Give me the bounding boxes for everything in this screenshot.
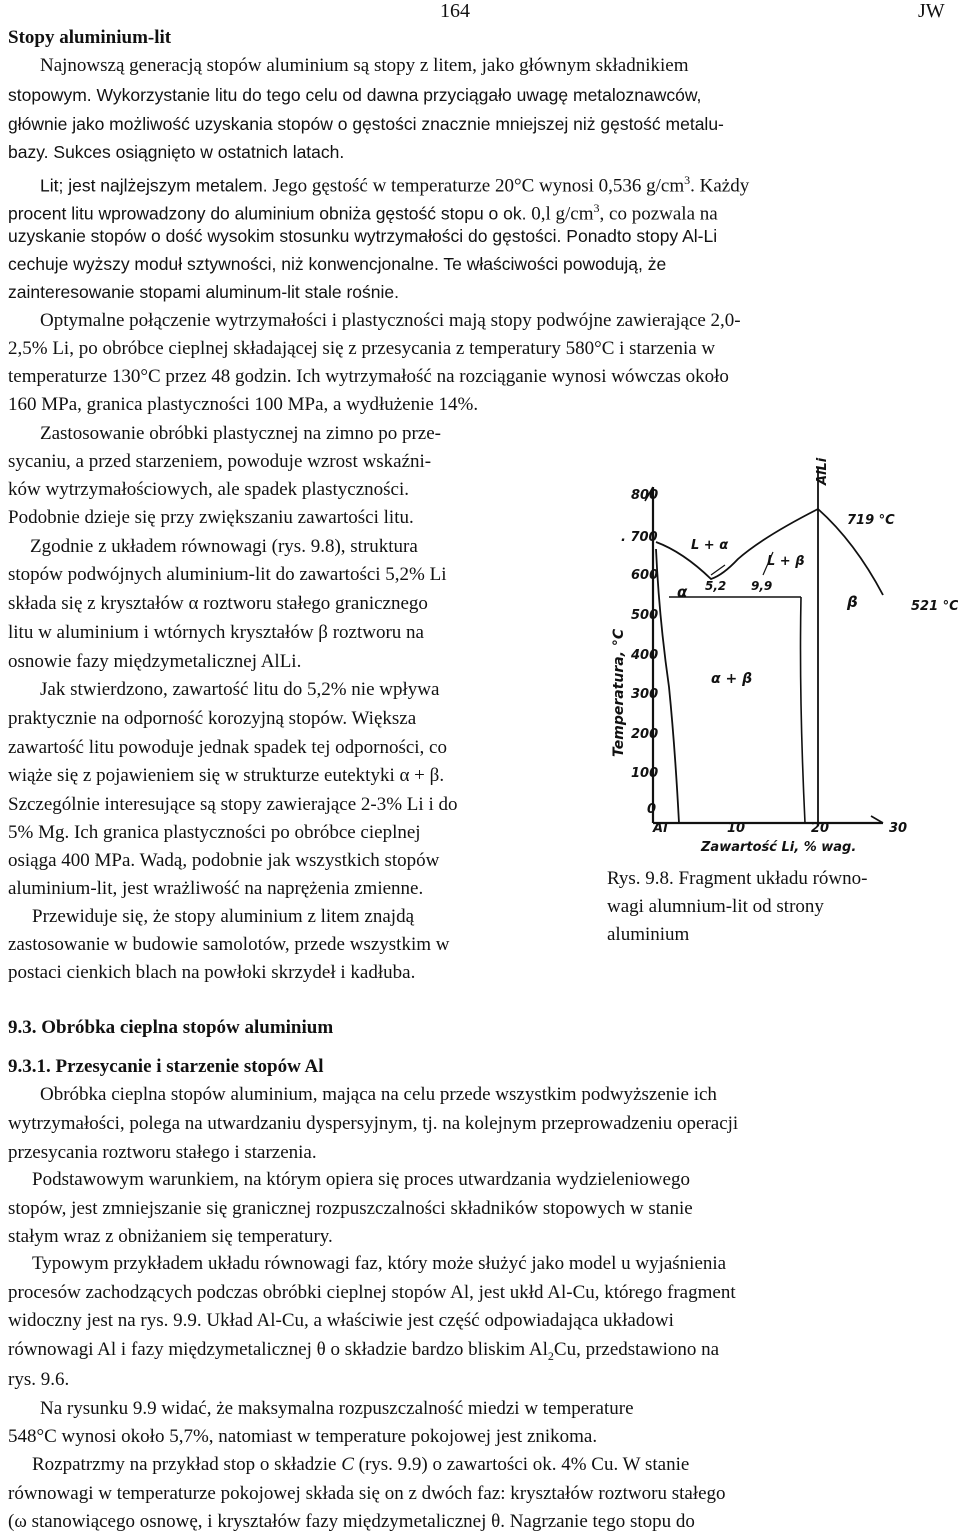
s931-p5-line-3: (ω stanowiącego osnowę, i kryształów fazy międzymetalicznej θ. Nagrzanie tego stopu do	[8, 1511, 695, 1532]
y-tick-800: 800	[631, 488, 659, 503]
col-line-11: praktycznie na odporność korozyjną stopów. Większa	[8, 708, 417, 729]
section-93-title: 9.3. Obróbka cieplna stopów aluminium	[8, 1017, 334, 1038]
temp-719-label: 719 °C	[847, 513, 895, 528]
intro-line-6a: procent litu wprowadzony do aluminium obniża gęstość stopu o ok.	[8, 203, 527, 224]
s931-p1-line-1: Obróbka cieplna stopów aluminium, mająca na celu przede wszystkim podwyższenie ich	[40, 1084, 717, 1105]
intro-line-5a: Lit; jest najlżejszym metalem.	[40, 175, 268, 196]
section-title: Stopy aluminium-lit	[8, 27, 172, 48]
intro-line-5-sup: 3	[684, 173, 691, 187]
col-line-1: Zastosowanie obróbki plastycznej na zimno po prze-	[40, 423, 441, 444]
section-931-title: 9.3.1. Przesycanie i starzenie stopów Al	[8, 1056, 324, 1077]
x-axis-label: Zawartość Li, % wag.	[701, 840, 857, 855]
phase-diagram-svg	[593, 447, 958, 860]
intro-line-7	[8, 223, 717, 250]
optimal-line-2: 2,5% Li, po obróbce cieplnej składającej się z przesycania z temperatury 580°C i starzenia w	[8, 338, 716, 359]
header-initials: JW	[918, 0, 945, 22]
s931-p3-line-4a: równowagi Al i fazy międzymetalicznej θ o składzie bardzo bliskim Al	[8, 1339, 548, 1360]
figure-caption-line-1: Rys. 9.8. Fragment układu równo-	[607, 868, 868, 889]
intro-line-6-sup: 3	[593, 201, 600, 215]
col-line-16: osiąga 400 MPa. Wadą, podobnie jak wszystkich stopów	[8, 850, 440, 871]
y-axis-label: Temperatura, °C	[611, 628, 627, 757]
intro-line-7b: Ponadto stopy Al-Li	[561, 226, 718, 246]
temp-521-label: 521 °C	[911, 599, 958, 614]
intro-line-6c: , co pozwala na	[599, 203, 718, 225]
y-tick-600: 600	[631, 568, 659, 583]
s931-p3-line-1: Typowym przykładem układu równowagi faz, który może służyć jako model u wyjaśnienia	[32, 1253, 727, 1274]
intro-line-5c: . Każdy	[690, 175, 750, 197]
alpha-label: α	[677, 583, 688, 601]
s931-p3-line-5: rys. 9.6.	[8, 1369, 70, 1390]
intro-line-8b: Te właściwości powodują, że	[438, 254, 667, 274]
s931-p5-line-1	[32, 1452, 689, 1478]
s931-p2-line-2: stopów, jest zmniejszanie się granicznej rozpuszczalności składników stopowych w stanie	[8, 1198, 693, 1219]
intro-line-4: bazy. Sukces osiągnięto w ostatnich latach.	[8, 142, 345, 162]
col-line-2: sycaniu, a przed starzeniem, powoduje wzrost wskaźni-	[8, 451, 432, 472]
x-tick-20: 20	[811, 821, 830, 836]
x-tick-10: 10	[727, 821, 746, 836]
col-line-13: wiąże się z pojawieniem się w strukturze eutektyki α + β.	[8, 765, 445, 786]
s931-p5-line-1a: Rozpatrzmy na przykład stop o składzie	[32, 1454, 342, 1475]
intro-line-8a: cechuje wyższy moduł sztywności, niż konwencjonalne.	[8, 254, 439, 274]
s931-p2-line-3: stałym wraz z obniżaniem się temperatury.	[8, 1226, 333, 1247]
alli-label: AlLi	[815, 457, 830, 485]
y-tick-100: 100	[631, 766, 659, 781]
s931-p5-line-2: równowagi w temperaturze pokojowej składa się on z dwóch faz: kryształów roztworu stałego	[8, 1483, 726, 1504]
composition-52-label: 5,2	[705, 579, 727, 593]
x-tick-al: Al	[653, 821, 668, 836]
col-line-14: Szczególnie interesujące są stopy zawierające 2-3% Li i do	[8, 794, 458, 815]
s931-p3-line-4	[8, 1337, 719, 1369]
y-tick-500: 500	[631, 608, 659, 623]
s931-p3-line-4b: Cu, przedstawiono na	[553, 1339, 720, 1360]
s931-p3-line-3: widoczny jest na rys. 9.9. Układ Al-Cu, a właściwie jest część odpowiadająca układowi	[8, 1310, 674, 1331]
figure-caption-line-2: wagi alumnium-lit od strony	[607, 896, 824, 917]
intro-line-9: zainteresowanie stopami aluminum-lit stale rośnie.	[8, 282, 400, 302]
intro-line-1: Najnowszą generacją stopów aluminium są stopy z litem, jako głównym składnikiem	[40, 55, 689, 76]
intro-line-2: stopowym. Wykorzystanie litu do tego celu od dawna przyciągało uwagę metaloznawców,	[8, 85, 702, 105]
optimal-line-4: 160 MPa, granica plastyczności 100 MPa, a wydłużenie 14%.	[8, 394, 479, 415]
col-line-12: zawartość litu powoduje jednak spadek tej odporności, co	[8, 737, 447, 758]
y-tick-400: 400	[631, 648, 659, 663]
s931-p4-line-2: 548°C wynosi około 5,7%, natomiast w temperature pokojowej jest znikoma.	[8, 1426, 598, 1447]
col-line-5: Zgodnie z układem równowagi (rys. 9.8), struktura	[30, 536, 418, 557]
s931-p1-line-3: przesycania roztworu stałego i starzenia.	[8, 1142, 317, 1163]
s931-p5-line-1b: (rys. 9.9) o zawartości ok. 4% Cu. W stanie	[353, 1454, 690, 1475]
col-line-9: osnowie fazy międzymetalicznej AlLi.	[8, 651, 302, 672]
col-line-18: Przewiduje się, że stopy aluminium z litem znajdą	[32, 906, 415, 927]
y-tick-0: 0	[647, 802, 657, 817]
optimal-line-3: temperaturze 130°C przez 48 godzin. Ich wytrzymałość na rozciąganie wynosi wówczas około	[8, 366, 729, 387]
col-line-4: Podobnie dzieje się przy zwiększaniu zawartości litu.	[8, 507, 414, 528]
s931-p1-line-2: wytrzymałości, polega na utwardzaniu dyspersyjnym, tj. na kolejnym przeprowadzeniu operacji	[8, 1113, 739, 1134]
page-number: 164	[440, 0, 470, 22]
l-beta-label: L + β	[767, 554, 805, 569]
s931-p5-line-1-italic: C	[341, 1454, 354, 1475]
l-alpha-label: L + α	[691, 538, 729, 553]
col-line-8: litu w aluminium i wtórnych kryształów β roztworu na	[8, 622, 424, 643]
col-line-19: zastosowanie w budowie samolotów, przede wszystkim w	[8, 934, 450, 955]
col-line-17: aluminium-lit, jest wrażliwość na naprężenia zmienne.	[8, 878, 424, 899]
col-line-10: Jak stwierdzono, zawartość litu do 5,2% nie wpływa	[40, 679, 440, 700]
figure-caption-line-3: aluminium	[607, 924, 690, 945]
alpha-beta-label: α + β	[711, 671, 753, 687]
col-line-7: składa się z kryształów α roztworu stałego granicznego	[8, 593, 428, 614]
solvus-curve	[656, 549, 679, 823]
s931-p2-line-1: Podstawowym warunkiem, na którym opiera się proces utwardzania wydzieleniowego	[32, 1169, 690, 1190]
y-tick-700: . 700	[621, 530, 658, 545]
optimal-line-1: Optymalne połączenie wytrzymałości i plastyczności mają stopy podwójne zawierające 2,0-	[40, 310, 741, 331]
col-line-3: ków wytrzymałościowych, ale spadek plastyczności.	[8, 479, 409, 500]
col-line-6: stopów podwójnych aluminium-lit do zawartości 5,2% Li	[8, 564, 447, 585]
beta-boundary	[801, 597, 806, 823]
s931-p3-line-2: procesów zachodzących podczas obróbki cieplnej stopów Al, jest ukłd Al-Cu, którego fragment	[8, 1282, 736, 1303]
phase-diagram-figure	[593, 447, 958, 860]
intro-line-8	[8, 251, 666, 278]
intro-line-3: głównie jako możliwość uzyskania stopów o gęstości znacznie mniejszej niż gęstość metalu-	[8, 114, 724, 134]
col-line-20: postaci cienkich blach na powłoki skrzydeł i kadłuba.	[8, 962, 416, 983]
s931-p4-line-1: Na rysunku 9.9 widać, że maksymalna rozpuszczalność miedzi w temperature	[40, 1398, 634, 1419]
composition-99-label: 9,9	[751, 579, 773, 593]
x-tick-30: 30	[889, 821, 908, 836]
y-tick-300: 300	[631, 687, 659, 702]
intro-line-5b: Jego gęstość w temperaturze 20°C wynosi 0,536 g/cm	[267, 175, 685, 197]
s931-p3-line-4-sub: 2	[547, 1348, 554, 1363]
intro-line-6b: 0,l g/cm	[526, 203, 594, 225]
intro-line-7a: uzyskanie stopów o dość wysokim stosunku wytrzymałości do gęstości.	[8, 226, 562, 246]
y-tick-200: 200	[631, 727, 659, 742]
beta-label: β	[847, 593, 858, 611]
col-line-15: 5% Mg. Ich granica plastyczności po obróbce cieplnej	[8, 822, 421, 843]
